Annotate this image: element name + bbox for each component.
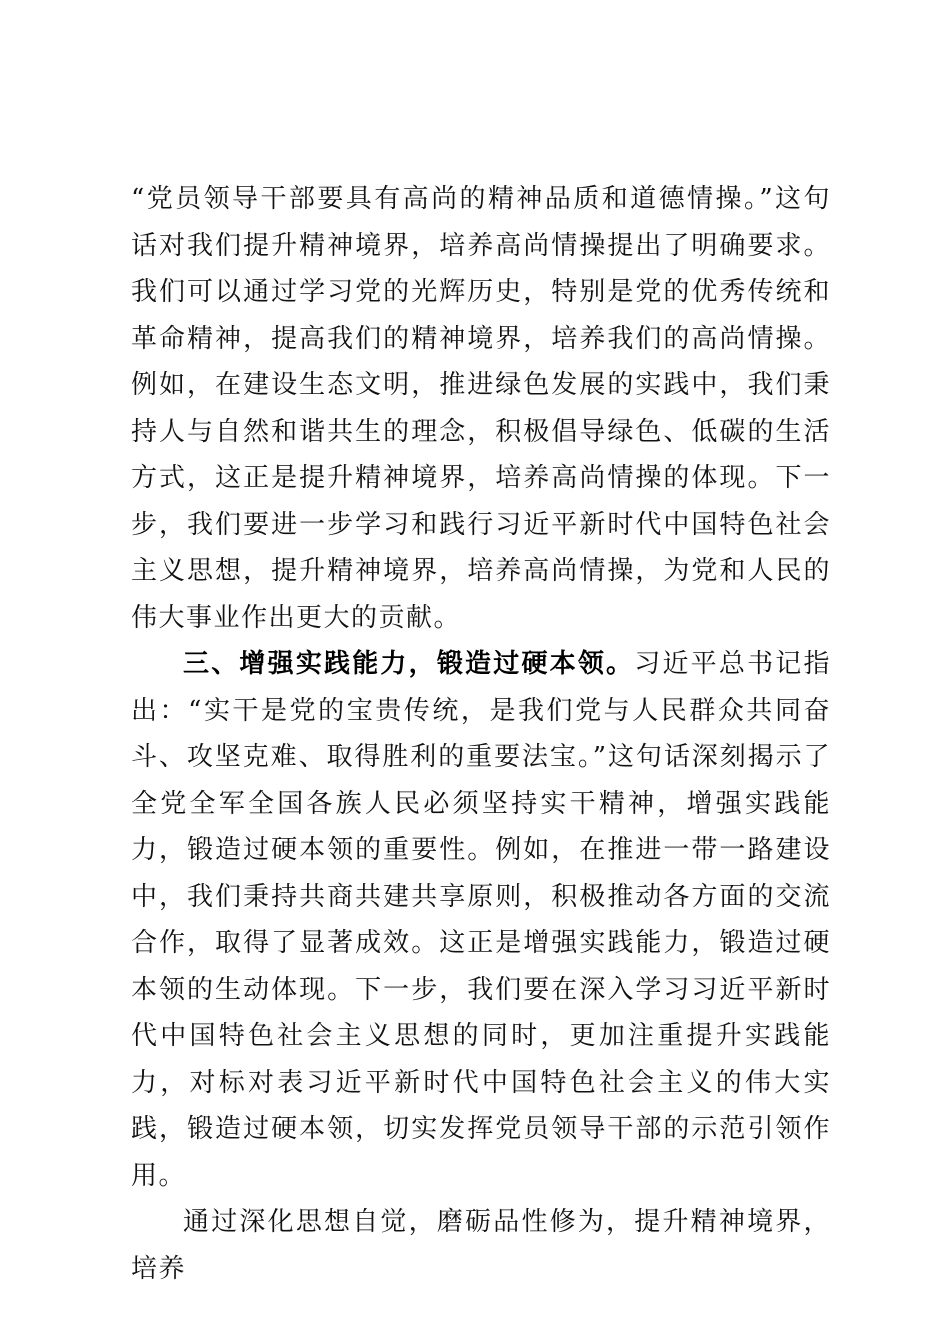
- paragraph-spirit: “党员领导干部要具有高尚的精神品质和道德情操。”这句话对我们提升精神境界，培养高尚情操提出了明确要求。我们可以通过学习党的光辉历史，特别是党的优秀传统和革命精神，提高我们的精神境界，培养我们的高尚情操。例如，在建设生态文明，推进绿色发展的实践中，我们秉持人与自然和谐共生的理念，积极倡导绿色、低碳的生活方式，这正是提升精神境界，培养高尚情操的体现。下一步，我们要进一步学习和践行习近平新时代中国特色社会主义思想，提升精神境界，培养高尚情操，为党和人民的伟大事业作出更大的贡献。: [131, 184, 831, 633]
- paragraph-conclusion: 通过深化思想自觉，磨砺品性修为，提升精神境界，培养: [131, 1207, 831, 1284]
- paragraph-practice-text: 习近平总书记指出：“实干是党的宝贵传统，是我们党与人民群众共同奋斗、攻坚克难、取得胜利的重要法宝。”这句话深刻揭示了全党全军全国各族人民必须坚持实干精神，增强实践能力，锻造过硬本领的重要性。例如，在推进一带一路建设中，我们秉持共商共建共享原则，积极推动各方面的交流合作，取得了显著成效。这正是增强实践能力，锻造过硬本领的生动体现。下一步，我们要在深入学习习近平新时代中国特色社会主义思想的同时，更加注重提升实践能力，对标对表习近平新时代中国特色社会主义的伟大实践，锻造过硬本领，切实发挥党员领导干部的示范引领作用。: [131, 649, 831, 1191]
- document-body: [131, 176, 831, 1292]
- paragraph-practice: [131, 641, 831, 1199]
- section-heading-three: 三、增强实践能力，锻造过硬本领。: [183, 649, 635, 679]
